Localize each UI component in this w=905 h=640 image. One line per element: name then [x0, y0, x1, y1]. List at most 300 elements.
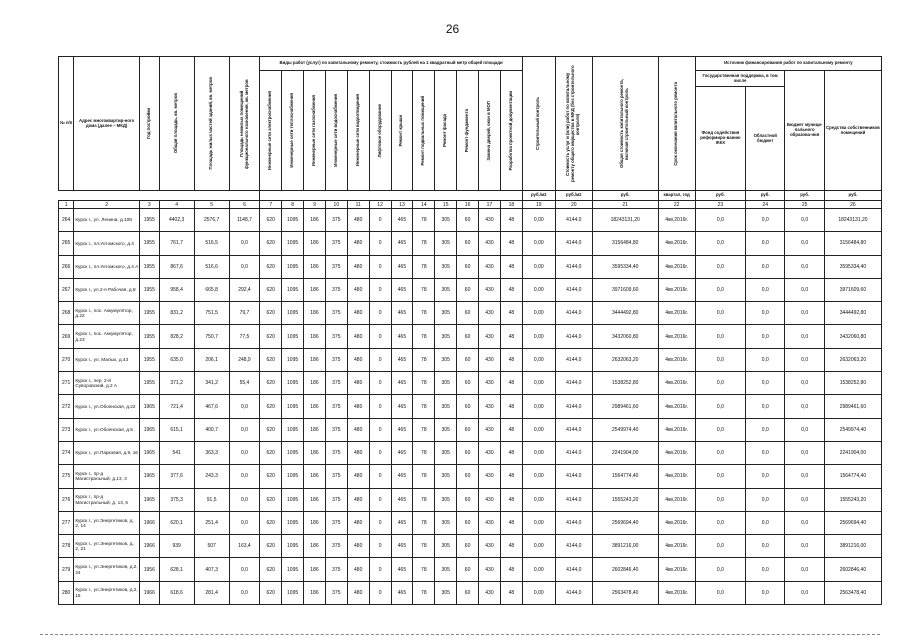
table-cell: 0,00 [522, 302, 555, 325]
table-cell: 4144,0 [555, 209, 592, 232]
table-cell: 305 [435, 232, 457, 255]
table-cell: 0,0 [785, 372, 824, 395]
address-cell: Курск г., пос. Аккумулятор, д.22 [74, 302, 140, 325]
table-cell: 48 [500, 302, 522, 325]
table-cell: 0,0 [695, 302, 745, 325]
table-cell: 2569694,40 [592, 511, 658, 534]
address-cell: Курск г., ул.Энергетиков, д.2, 15 [74, 581, 140, 604]
table-cell: 60 [457, 511, 479, 534]
table-cell: 60 [457, 558, 479, 581]
table-cell: 305 [435, 441, 457, 464]
table-cell: 375 [325, 488, 347, 511]
table-cell: 0 [369, 278, 391, 301]
table-cell: 620 [260, 511, 282, 534]
table-cell: 78 [413, 302, 435, 325]
table-cell: 0 [369, 581, 391, 604]
table-cell: 4144,0 [555, 325, 592, 348]
table-cell: 4144,0 [555, 465, 592, 488]
table-cell: 0,0 [695, 488, 745, 511]
table-cell: 375 [325, 232, 347, 255]
table-cell: 0 [369, 535, 391, 558]
table-cell: 4144,0 [555, 535, 592, 558]
table-cell: 186 [304, 465, 326, 488]
table-cell: 4кв.2016г. [658, 255, 695, 278]
table-cell: 628,1 [159, 558, 194, 581]
column-number: 9 [304, 201, 326, 209]
table-cell: 0,0 [785, 558, 824, 581]
table-cell: 4кв.2016г. [658, 488, 695, 511]
table-cell: 48 [500, 209, 522, 232]
table-cell: 48 [500, 558, 522, 581]
table-cell: 186 [304, 488, 326, 511]
table-cell: 0,0 [746, 418, 785, 441]
table-cell: 78 [413, 209, 435, 232]
table-cell: 480 [347, 348, 369, 371]
table-cell: 620 [260, 278, 282, 301]
table-cell: 60 [457, 255, 479, 278]
table-cell: 480 [347, 302, 369, 325]
table-cell: 465 [391, 325, 413, 348]
table-cell: 3432060,80 [592, 325, 658, 348]
table-row [59, 418, 882, 441]
table-cell: 867,6 [159, 255, 194, 278]
table-cell: 186 [304, 372, 326, 395]
table-cell: 507 [194, 535, 229, 558]
table-cell: 4кв.2016г. [658, 418, 695, 441]
table-cell: 375 [325, 465, 347, 488]
table-cell: 618,6 [159, 581, 194, 604]
unit-label: квартал, год [658, 191, 695, 201]
table-cell: 465 [391, 348, 413, 371]
table-cell: 267 [59, 278, 74, 301]
table-cell: 1538252,80 [592, 372, 658, 395]
table-cell: 4кв.2016г. [658, 325, 695, 348]
table-cell: 0 [369, 558, 391, 581]
table-cell: 1095 [282, 581, 304, 604]
capital-repair-table [58, 56, 882, 605]
table-cell: 3971609,60 [824, 278, 881, 301]
column-number: 26 [824, 201, 881, 209]
page-bottom-divider [40, 634, 880, 635]
table-cell: 60 [457, 418, 479, 441]
header-works-group: Виды работ (услуг) по капитальному ремонту, стоимость рублей на 1 квадратный метр общей площади [260, 57, 523, 71]
table-cell: 620 [260, 418, 282, 441]
table-cell: 4144,0 [555, 278, 592, 301]
table-cell: 78 [413, 348, 435, 371]
table-cell: 1955 [139, 325, 159, 348]
table-cell: 3891216,00 [592, 535, 658, 558]
address-cell: Курск г., ул. Малых, д.43 [74, 348, 140, 371]
table-cell: 269 [59, 325, 74, 348]
table-cell: 375 [325, 581, 347, 604]
table-cell: 430 [479, 581, 501, 604]
table-cell: 0,0 [785, 209, 824, 232]
table-cell: 465 [391, 255, 413, 278]
table-cell: 4кв.2016г. [658, 441, 695, 464]
table-row [59, 232, 882, 255]
table-cell: 0,0 [785, 302, 824, 325]
table-cell: 78 [413, 558, 435, 581]
table-cell: 375 [325, 325, 347, 348]
table-cell: 480 [347, 255, 369, 278]
table-cell: 60 [457, 302, 479, 325]
table-cell: 430 [479, 372, 501, 395]
table-cell: 0,0 [785, 395, 824, 418]
table-cell: 2549974,40 [592, 418, 658, 441]
page-number: 26 [445, 22, 460, 36]
table-cell: 0,0 [746, 581, 785, 604]
address-cell: Курск г., пер. 2-й Суворовский, д.2 А [74, 372, 140, 395]
header-foundation: Ремонт фундамента [464, 108, 470, 153]
table-cell: 430 [479, 395, 501, 418]
header-term: Срок окончания капитального ремонта [673, 81, 679, 166]
table-cell: 407,3 [194, 558, 229, 581]
table-cell: 4кв.2016г. [658, 581, 695, 604]
table-cell: 465 [391, 535, 413, 558]
table-cell: 430 [479, 278, 501, 301]
table-cell: 620 [260, 488, 282, 511]
table-cell: 0,00 [522, 372, 555, 395]
table-cell: 3595334,40 [592, 255, 658, 278]
table-cell: 0,0 [695, 325, 745, 348]
table-cell: 4144,0 [555, 372, 592, 395]
address-cell: Курск г., пл.Уотомского, д.4 [74, 232, 140, 255]
table-cell: 4144,0 [555, 232, 592, 255]
table-cell: 48 [500, 255, 522, 278]
table-cell: 1966 [139, 511, 159, 534]
table-cell: 1965 [139, 395, 159, 418]
table-cell: 0,00 [522, 325, 555, 348]
table-cell: 268 [59, 302, 74, 325]
table-cell: 305 [435, 372, 457, 395]
table-cell: 480 [347, 372, 369, 395]
table-cell: 60 [457, 278, 479, 301]
table-cell: 78 [413, 232, 435, 255]
table-cell: 375 [325, 302, 347, 325]
table-cell: 264 [59, 209, 74, 232]
header-lift: Лифтовое оборудование [376, 103, 382, 158]
table-cell: 0,00 [522, 441, 555, 464]
table-cell: 4144,0 [555, 255, 592, 278]
table-cell: 280 [59, 581, 74, 604]
table-cell: 541 [159, 441, 194, 464]
header-total-area: Общая площадь, кв. метров [173, 93, 179, 154]
column-number: 10 [325, 201, 347, 209]
table-cell: 0,0 [695, 348, 745, 371]
table-cell: 0,0 [695, 511, 745, 534]
table-cell: 274 [59, 441, 74, 464]
table-cell: 305 [435, 511, 457, 534]
column-number: 23 [695, 201, 745, 209]
table-cell: 480 [347, 581, 369, 604]
table-cell: 4кв.2016г. [658, 372, 695, 395]
table-cell: 0,0 [746, 325, 785, 348]
table-cell: 2632063,20 [824, 348, 881, 371]
table-cell: 281,4 [194, 581, 229, 604]
column-number: 18 [500, 201, 522, 209]
table-cell: 0,00 [522, 395, 555, 418]
table-cell: 1095 [282, 278, 304, 301]
table-cell: 620 [260, 372, 282, 395]
table-cell: 4кв.2016г. [658, 465, 695, 488]
table-cell: 375 [325, 395, 347, 418]
unit-label: руб. [695, 191, 745, 201]
table-cell: 465 [391, 465, 413, 488]
table-cell: 305 [435, 255, 457, 278]
table-cell: 2241904,00 [592, 441, 658, 464]
table-cell: 78 [413, 278, 435, 301]
table-cell: 0,0 [695, 209, 745, 232]
table-cell: 4кв.2016г. [658, 302, 695, 325]
table-cell: 4144,0 [555, 581, 592, 604]
column-number: 8 [282, 201, 304, 209]
table-cell: 305 [435, 325, 457, 348]
table-cell: 305 [435, 348, 457, 371]
table-cell: 1955 [139, 209, 159, 232]
table-cell: 3971609,60 [592, 278, 658, 301]
table-cell: 3595334,40 [824, 255, 881, 278]
header-facade: Ремонт фасада [442, 114, 448, 147]
table-cell: 0,00 [522, 278, 555, 301]
column-number: 11 [347, 201, 369, 209]
table-cell: 78 [413, 372, 435, 395]
table-cell: 465 [391, 441, 413, 464]
table-cell: 60 [457, 325, 479, 348]
table-cell: 635,0 [159, 348, 194, 371]
table-cell: 0,0 [229, 558, 260, 581]
table-cell: 375 [325, 255, 347, 278]
table-cell: 60 [457, 209, 479, 232]
table-cell: 60 [457, 372, 479, 395]
table-cell: 620 [260, 209, 282, 232]
table-cell: 0 [369, 511, 391, 534]
table-cell: 363,3 [194, 441, 229, 464]
table-cell: 1555243,20 [592, 488, 658, 511]
table-cell: 375 [325, 348, 347, 371]
table-cell: 0,0 [785, 418, 824, 441]
table-cell: 60 [457, 395, 479, 418]
address-cell: Курск г., пр-д Магистральный, д.13, 3 [74, 465, 140, 488]
column-number: 12 [369, 201, 391, 209]
table-cell: 480 [347, 395, 369, 418]
table-cell: 4кв.2016г. [658, 535, 695, 558]
table-cell: 465 [391, 232, 413, 255]
table-cell: 1965 [139, 441, 159, 464]
table-cell: 186 [304, 209, 326, 232]
table-cell: 0,00 [522, 418, 555, 441]
table-cell: 79,7 [229, 302, 260, 325]
header-state-support: Государственная поддержка, в том числе [695, 71, 785, 87]
table-cell: 1095 [282, 302, 304, 325]
table-cell: 480 [347, 511, 369, 534]
table-cell: 0,0 [229, 511, 260, 534]
table-cell: 0,00 [522, 209, 555, 232]
table-cell: 620 [260, 348, 282, 371]
table-cell: 48 [500, 372, 522, 395]
table-cell: 375 [325, 535, 347, 558]
table-cell: 4144,0 [555, 348, 592, 371]
table-cell: 0,0 [229, 418, 260, 441]
column-number: 7 [260, 201, 282, 209]
table-cell: 1095 [282, 372, 304, 395]
table-cell: 1564774,40 [824, 465, 881, 488]
table-cell: 305 [435, 581, 457, 604]
table-cell: 1564774,40 [592, 465, 658, 488]
table-cell: 1095 [282, 232, 304, 255]
table-cell: 305 [435, 558, 457, 581]
table-cell: 251,4 [194, 511, 229, 534]
header-living-area: Площадь жилых частей зданий, кв. метров [208, 77, 214, 170]
column-number: 17 [479, 201, 501, 209]
table-cell: 375 [325, 558, 347, 581]
table-cell: 1095 [282, 558, 304, 581]
table-cell: 1955 [139, 278, 159, 301]
table-cell: 430 [479, 209, 501, 232]
header-gas: Инженерные сети газоснабжения [310, 94, 316, 167]
column-number-row [59, 201, 882, 209]
table-cell: 48 [500, 535, 522, 558]
table-cell: 620 [260, 232, 282, 255]
table-cell: 0,0 [746, 558, 785, 581]
table-cell: 831,2 [159, 302, 194, 325]
table-body [59, 209, 882, 605]
address-cell: Курск г., пл.Уотомского, д.4 А [74, 255, 140, 278]
header-year: Год постройки [145, 107, 151, 140]
table-cell: 1966 [139, 535, 159, 558]
table-cell: 2602846,40 [824, 558, 881, 581]
table-cell: 186 [304, 395, 326, 418]
table-cell: 4кв.2016г. [658, 209, 695, 232]
table-cell: 465 [391, 581, 413, 604]
table-cell: 465 [391, 488, 413, 511]
table-cell: 186 [304, 511, 326, 534]
address-cell: Курск г., пос. Аккумулятор, д.23 [74, 325, 140, 348]
table-cell: 0,0 [785, 441, 824, 464]
table-cell: 480 [347, 441, 369, 464]
table-cell: 266 [59, 255, 74, 278]
table-row [59, 488, 882, 511]
table-cell: 78 [413, 465, 435, 488]
unit-label: руб. [746, 191, 785, 201]
table-cell: 1095 [282, 209, 304, 232]
table-cell: 278 [59, 535, 74, 558]
table-cell: 4кв.2016г. [658, 232, 695, 255]
table-cell: 305 [435, 418, 457, 441]
table-cell: 273 [59, 418, 74, 441]
table-cell: 0,0 [746, 395, 785, 418]
table-cell: 248,9 [229, 348, 260, 371]
table-cell: 275 [59, 465, 74, 488]
table-cell: 4кв.2016г. [658, 558, 695, 581]
table-cell: 0,0 [785, 278, 824, 301]
table-cell: 1955 [139, 372, 159, 395]
table-cell: 620 [260, 535, 282, 558]
table-cell: 186 [304, 302, 326, 325]
table-cell: 4кв.2016г. [658, 395, 695, 418]
table-cell: 430 [479, 418, 501, 441]
table-cell: 3156484,80 [592, 232, 658, 255]
table-cell: 265 [59, 232, 74, 255]
table-cell: 277 [59, 511, 74, 534]
table-cell: 0,0 [785, 535, 824, 558]
table-cell: 206,1 [194, 348, 229, 371]
header-regional: Областной бюджет [746, 87, 785, 191]
table-cell: 48 [500, 348, 522, 371]
table-cell: 430 [479, 488, 501, 511]
table-cell: 0,0 [229, 581, 260, 604]
table-cell: 4144,0 [555, 558, 592, 581]
table-cell: 430 [479, 348, 501, 371]
table-row [59, 348, 882, 371]
table-cell: 480 [347, 209, 369, 232]
table-cell: 186 [304, 232, 326, 255]
table-cell: 1148,7 [229, 209, 260, 232]
column-number: 5 [194, 201, 229, 209]
table-cell: 60 [457, 232, 479, 255]
table-cell: 186 [304, 535, 326, 558]
table-cell: 2602846,40 [592, 558, 658, 581]
table-cell: 0,00 [522, 581, 555, 604]
table-cell: 467,6 [194, 395, 229, 418]
table-cell: 0,0 [746, 535, 785, 558]
unit-label: руб./м2 [522, 191, 555, 201]
table-cell: 465 [391, 278, 413, 301]
table-cell: 91,5 [194, 488, 229, 511]
address-cell: Курск г., пр-д Магистральный, д. 13, 6 [74, 488, 140, 511]
table-cell: 0 [369, 255, 391, 278]
table-cell: 0,0 [785, 488, 824, 511]
table-cell: 77,5 [229, 325, 260, 348]
table-cell: 465 [391, 418, 413, 441]
table-cell: 0,0 [229, 441, 260, 464]
table-cell: 0,00 [522, 488, 555, 511]
table-cell: 78 [413, 511, 435, 534]
table-cell: 48 [500, 488, 522, 511]
table-cell: 0,00 [522, 511, 555, 534]
table-row [59, 278, 882, 301]
table-cell: 1095 [282, 441, 304, 464]
table-cell: 430 [479, 255, 501, 278]
table-cell: 465 [391, 558, 413, 581]
table-cell: 163,4 [229, 535, 260, 558]
table-cell: 0,0 [746, 255, 785, 278]
table-cell: 0,0 [695, 395, 745, 418]
table-cell: 60 [457, 465, 479, 488]
table-cell: 1095 [282, 418, 304, 441]
table-cell: 0,0 [785, 581, 824, 604]
table-cell: 2989461,60 [824, 395, 881, 418]
table-row [59, 465, 882, 488]
table-cell: 305 [435, 395, 457, 418]
table-cell: 0,0 [695, 418, 745, 441]
table-cell: 2576,7 [194, 209, 229, 232]
table-row [59, 255, 882, 278]
table-cell: 0,0 [746, 372, 785, 395]
table-cell: 371,2 [159, 372, 194, 395]
table-cell: 0 [369, 395, 391, 418]
unit-label: руб. [824, 191, 881, 201]
table-cell: 620 [260, 558, 282, 581]
table-cell: 78 [413, 581, 435, 604]
table-cell: 0,0 [229, 465, 260, 488]
table-cell: 0,0 [229, 395, 260, 418]
header-total-cost: Общая стоимость капитального ремонта, включая строительный контроль [619, 79, 630, 168]
column-number: 13 [391, 201, 413, 209]
table-cell: 0,0 [785, 511, 824, 534]
header-roof: Ремонт крыши [398, 114, 404, 147]
header-municipal: Бюджет муници-пального образова-ния [785, 71, 824, 191]
table-cell: 78 [413, 255, 435, 278]
